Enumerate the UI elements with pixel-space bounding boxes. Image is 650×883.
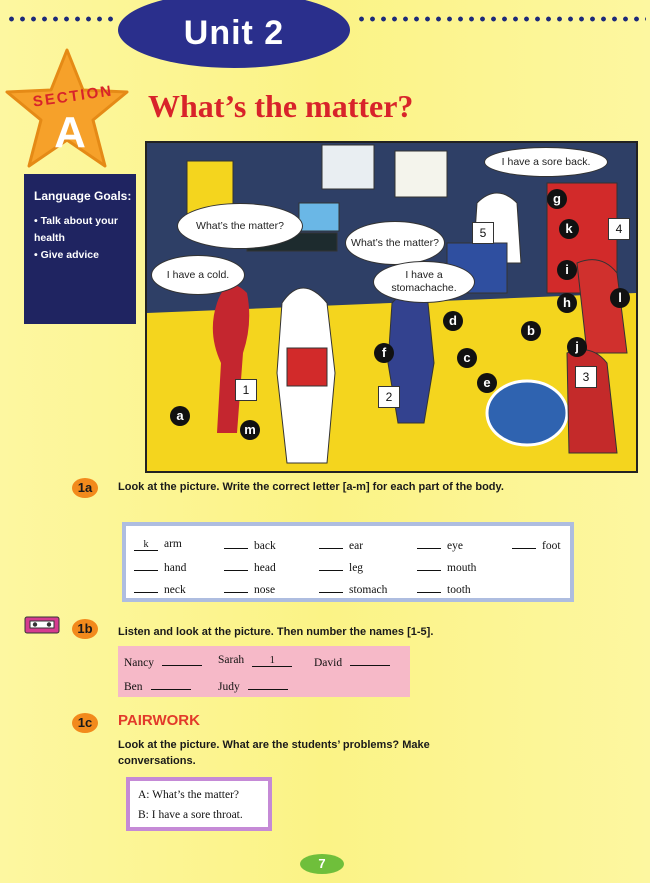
body-part-label: f xyxy=(374,343,394,363)
word-item[interactable]: head xyxy=(224,560,276,574)
word-item[interactable]: eye xyxy=(417,538,463,552)
person-number-box: 3 xyxy=(575,366,597,388)
names-box xyxy=(118,646,410,697)
body-part-label: c xyxy=(457,348,477,368)
name-item[interactable]: Nancy xyxy=(124,654,202,669)
page-number: 7 xyxy=(300,854,344,874)
name-item[interactable]: Ben xyxy=(124,678,191,693)
speech-bubble: I have a cold. xyxy=(151,255,245,295)
goal-item: • Give advice xyxy=(34,249,99,261)
word-item[interactable]: nose xyxy=(224,582,275,596)
word-item[interactable]: k arm xyxy=(134,538,182,551)
body-part-label: k xyxy=(559,219,579,239)
body-part-label: b xyxy=(521,321,541,341)
word-item[interactable]: back xyxy=(224,538,276,552)
body-part-label: j xyxy=(567,337,587,357)
word-item[interactable]: hand xyxy=(134,560,186,574)
task-label-1c: 1c xyxy=(72,713,98,733)
body-part-label: a xyxy=(170,406,190,426)
person-number-box: 2 xyxy=(378,386,400,408)
name-item[interactable]: David xyxy=(314,654,390,669)
page-title: What’s the matter? xyxy=(148,88,414,124)
body-part-label: l xyxy=(610,288,630,308)
conversation-line: A: What’s the matter? xyxy=(138,789,240,801)
task-instruction-1c: Look at the picture. What are the students’ problems? Make conversations. xyxy=(118,739,430,767)
speech-bubble: What’s the matter? xyxy=(177,203,303,249)
body-parts-word-box xyxy=(122,522,574,602)
goals-heading: Language Goals: xyxy=(34,189,132,203)
cassette-tape-icon xyxy=(24,616,60,634)
language-goals-panel xyxy=(24,174,136,324)
dot-border-right xyxy=(356,14,646,24)
conversation-line: B: I have a sore throat. xyxy=(138,809,243,821)
task-label-1a: 1a xyxy=(72,478,98,498)
task-instruction-1a: Look at the picture. Write the correct letter [a-m] for each part of the body. xyxy=(118,481,504,493)
speech-bubble: I have a sore back. xyxy=(484,147,608,177)
person-number-box: 4 xyxy=(608,218,630,240)
word-item[interactable]: neck xyxy=(134,582,186,596)
word-item[interactable]: tooth xyxy=(417,582,471,596)
body-part-label: m xyxy=(240,420,260,440)
task-instruction-1b: Listen and look at the picture. Then number the names [1-5]. xyxy=(118,626,434,638)
word-item[interactable]: leg xyxy=(319,560,363,574)
person-number-box: 5 xyxy=(472,222,494,244)
body-part-label: g xyxy=(547,189,567,209)
word-item[interactable]: mouth xyxy=(417,560,476,574)
body-part-label: h xyxy=(557,293,577,313)
body-part-label: e xyxy=(477,373,497,393)
word-item[interactable]: foot xyxy=(512,538,561,552)
goal-item: • Talk about your health xyxy=(34,215,118,244)
clinic-illustration xyxy=(145,141,638,473)
body-part-label: i xyxy=(557,260,577,280)
speech-bubble: What’s the matter? xyxy=(345,221,445,265)
name-item[interactable]: Sarah 1 xyxy=(218,654,292,667)
speech-bubble: I have a stomachache. xyxy=(373,261,475,303)
dot-border-left xyxy=(6,14,114,24)
section-word: SECTION xyxy=(31,82,115,111)
word-item[interactable]: stomach xyxy=(319,582,387,596)
unit-label: Unit 2 xyxy=(183,14,285,52)
section-letter: A xyxy=(54,108,86,157)
name-item[interactable]: Judy xyxy=(218,678,288,693)
pairwork-title: PAIRWORK xyxy=(118,712,200,729)
body-part-label: d xyxy=(443,311,463,331)
word-item[interactable]: ear xyxy=(319,538,363,552)
task-label-1b: 1b xyxy=(72,619,98,639)
person-number-box: 1 xyxy=(235,379,257,401)
conversation-box xyxy=(126,777,272,831)
